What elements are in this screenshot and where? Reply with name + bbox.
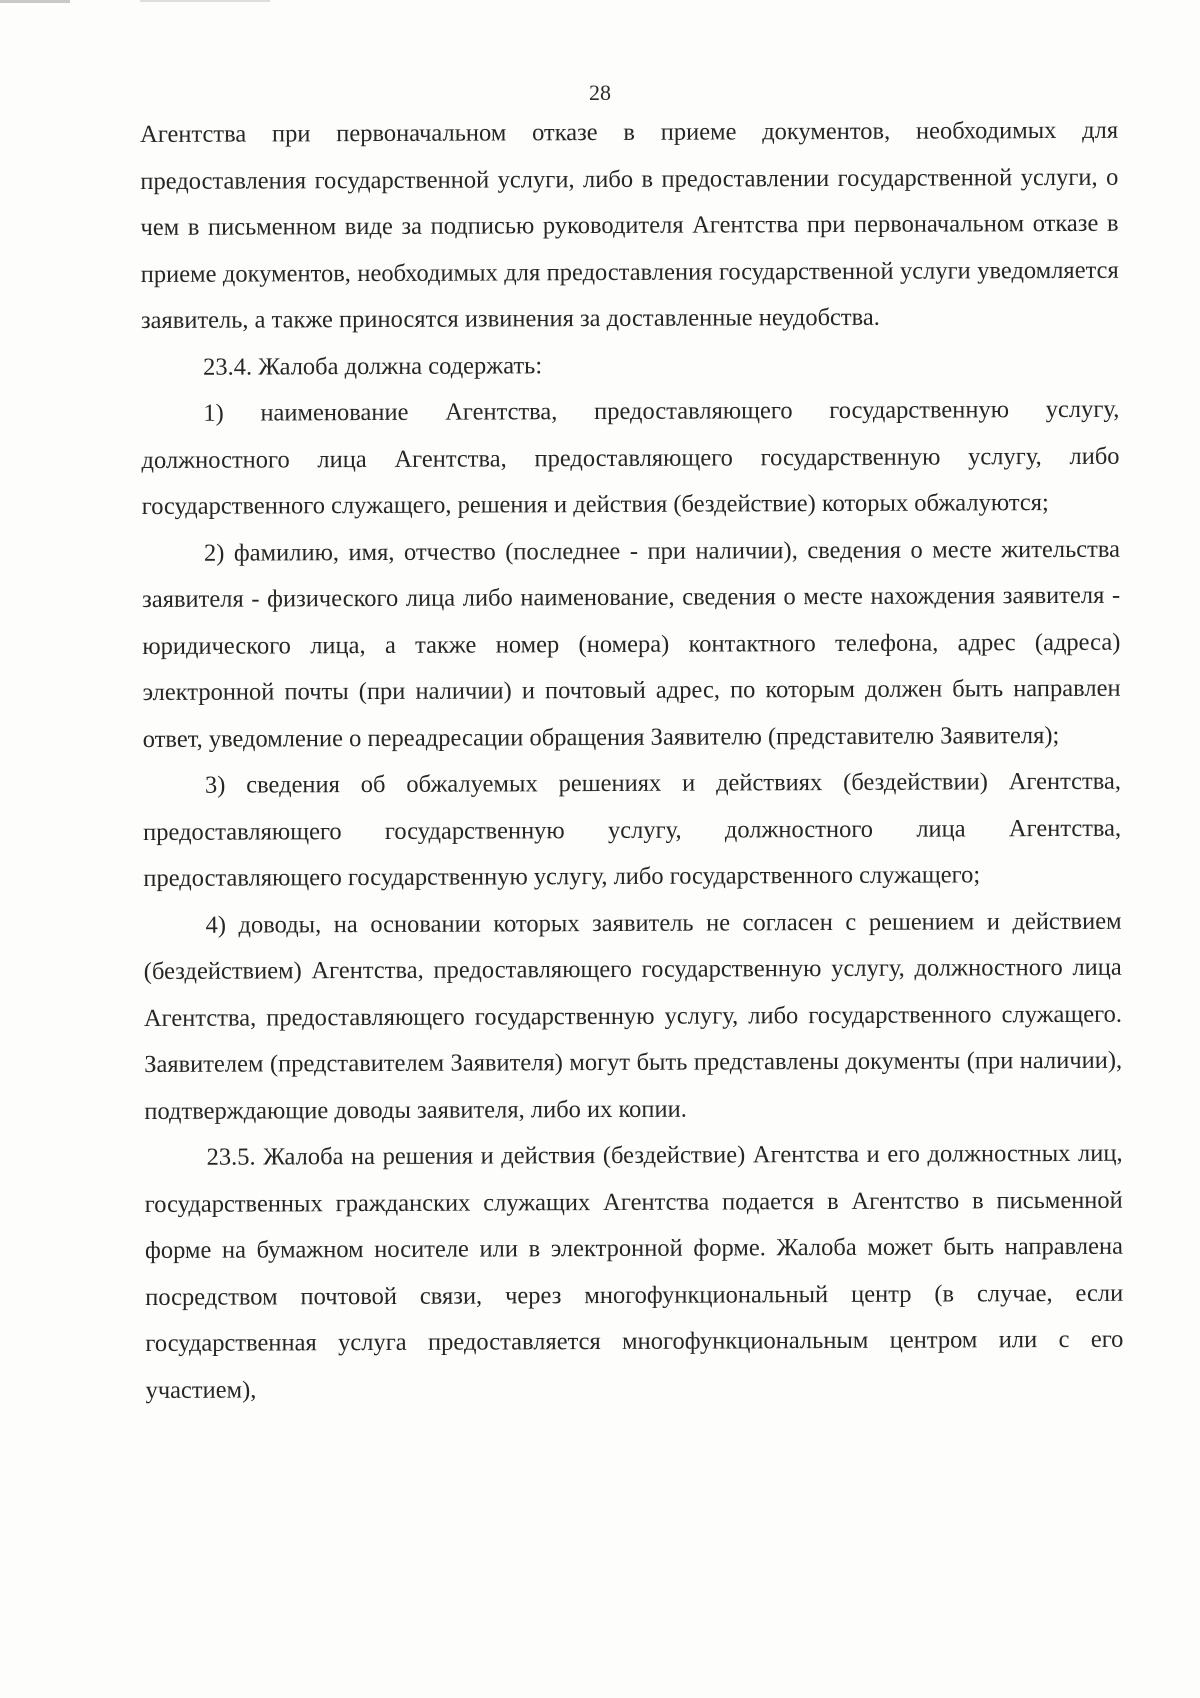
paragraph-section-23-5: 23.5. Жалоба на решения и действия (бездействие) Агентства и его должностных лиц, государственных гражданских служащих Агентства подается в Агентство в письменной форме на бумажном носителе или в электронной форме. Жалоба может быть направлена посредством почтовой связи, через многофункциональный центр (в случае, если государственная услуга предоставляется многофункциональным центром или с его участием), xyxy=(144,1139,1124,1404)
paragraph-item-4: 4) доводы, на основании которых заявитель не согласен с решением и действием (бездействием) Агентства, предоставляющего государственную услугу, должностного лица Агентства, предоставляющего государственную услугу, либо государственного служащего. Заявителем (представителем Заявителя) могут быть представлены документы (при наличии), подтверждающие доводы заявителя, либо их копии. xyxy=(143,907,1123,1125)
paragraph-section-23-4: 23.4. Жалоба должна содержать: xyxy=(203,351,543,381)
paragraph-item-2: 2) фамилию, имя, отчество (последнее - при наличии), сведения о месте жительства заявителя - физического лица либо наименование, сведения о месте нахождения заявителя - юридического лица, а также номер (номера) контактного телефона, адрес (адреса) электронной почты (при наличии) и почтовый адрес, по которым должен быть направлен ответ, уведомление о переадресации обращения Заявителю (представителю Заявителя); xyxy=(142,535,1121,753)
paragraph-item-3: 3) сведения об обжалуемых решениях и действиях (бездействии) Агентства, предоставляющего государственную услугу, должностного лица Агентства, предоставляющего государственную услугу, либо государственного служащего; xyxy=(143,767,1122,892)
scan-edge-mark xyxy=(140,0,270,2)
scan-edge-mark xyxy=(0,0,70,3)
paragraph-item-1: 1) наименование Агентства, предоставляющего государственную услугу, должностного лица Агентства, предоставляющего государственную услугу, либо государственного служащего, решения и действия (бездействие) которых обжалуются; xyxy=(141,395,1120,520)
paragraph-continuation: Агентства при первоначальном отказе в приеме документов, необходимых для предоставления государственной услуги, либо в предоставлении государственной услуги, о чем в письменном виде за подписью руководителя Агентства при первоначальном отказе в приеме документов, необходимых для предоставления государственной услуги уведомляется заявитель, а также приносятся извинения за доставленные неудобства. xyxy=(140,116,1119,334)
page-number: 28 xyxy=(589,80,611,105)
document-body xyxy=(140,108,1124,1414)
